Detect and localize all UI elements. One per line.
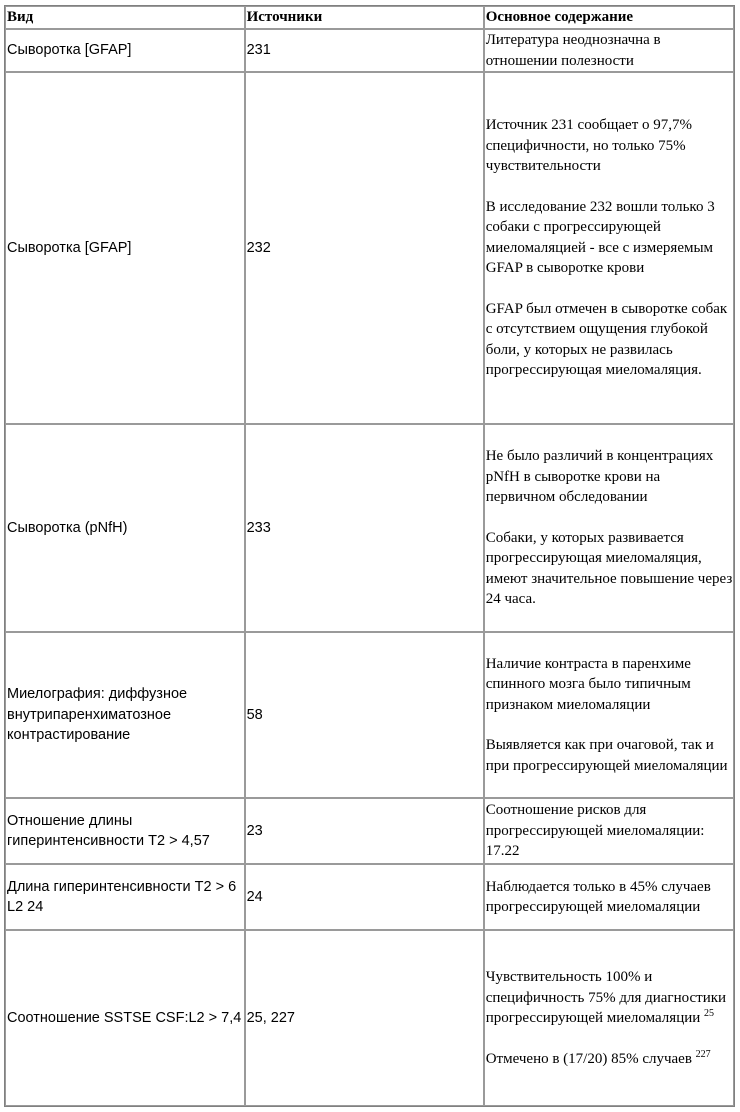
content-paragraph [486, 1049, 733, 1070]
table-row [5, 72, 734, 424]
content-paragraph [486, 115, 733, 177]
paragraph-text: Чувствительность 100% и специфичность 75% для диагностики прогрессирующей миеломаляции [485, 969, 727, 1026]
findings-table [4, 5, 735, 1107]
cell-sources: 25, 227 [245, 930, 484, 1106]
cell-type: Длина гиперинтенсивности T2 > 6 L2 24 [5, 864, 245, 930]
cell-type: Сыворотка [GFAP] [5, 72, 245, 424]
cell-sources: 24 [245, 864, 484, 930]
cell-sources: 231 [245, 29, 484, 72]
cell-sources: 233 [245, 424, 484, 632]
content-paragraph [486, 800, 733, 862]
paragraph-text: Источник 231 сообщает о 97,7% специфичности, но только 75% чувствительности [485, 117, 693, 175]
table-row [5, 632, 734, 798]
cell-type: Сыворотка [GFAP] [5, 29, 245, 72]
paragraph-text: Собаки, у которых развивается прогрессирующая миеломаляция, имеют значительное повышение через 24 часа. [485, 529, 733, 608]
paragraph-text: Выявляется как при очаговой, так и при прогрессирующей миеломаляции [485, 737, 728, 774]
cell-content [484, 930, 734, 1106]
content-paragraph [486, 735, 733, 776]
content-paragraph [486, 299, 733, 381]
cell-type: Отношение длины гиперинтенсивности T2 > 4,57 [5, 798, 245, 864]
paragraph-text: Наблюдается только в 45% случаев прогрессирующей миеломаляции [485, 878, 711, 915]
content-paragraph [486, 877, 733, 918]
cell-sources: 58 [245, 632, 484, 798]
cell-sources: 23 [245, 798, 484, 864]
content-paragraph [486, 528, 733, 610]
header-type: Вид [5, 6, 245, 29]
cell-content [484, 424, 734, 632]
paragraph-text: Отмечено в (17/20) 85% случаев [485, 1050, 696, 1067]
paragraph-text: Литература неоднозначна в отношении полезности [485, 32, 661, 69]
cell-content [484, 632, 734, 798]
content-paragraph [486, 446, 733, 508]
paragraph-text: Не было различий в концентрациях pNfH в сыворотке крови на первичном обследовании [485, 448, 714, 506]
table-body [5, 29, 734, 1106]
content-paragraph [486, 30, 733, 71]
cell-type: Соотношение SSTSE CSF:L2 > 7,4 [5, 930, 245, 1106]
cell-content [484, 798, 734, 864]
cell-content [484, 29, 734, 72]
table-row [5, 424, 734, 632]
table-row [5, 798, 734, 864]
table-row [5, 930, 734, 1106]
paragraph-text: Соотношение рисков для прогрессирующей миеломаляции: 17.22 [485, 802, 705, 860]
citation-superscript: 227 [695, 1048, 711, 1060]
table-row [5, 29, 734, 72]
content-paragraph [486, 197, 733, 279]
header-row [5, 6, 734, 29]
header-sources: Источники [245, 6, 484, 29]
header-content: Основное содержание [484, 6, 734, 29]
content-paragraph [486, 654, 733, 716]
cell-content [484, 864, 734, 930]
content-paragraph [486, 967, 733, 1029]
cell-type: Сыворотка (pNfH) [5, 424, 245, 632]
cell-type: Миелография: диффузное внутрипаренхиматозное контрастирование [5, 632, 245, 798]
citation-superscript: 25 [704, 1008, 715, 1019]
paragraph-text: GFAP был отмечен в сыворотке собак с отсутствием ощущения глубокой боли, у которых не развилась прогрессирующая миеломаляция. [485, 300, 728, 379]
cell-sources: 232 [245, 72, 484, 424]
paragraph-text: Наличие контраста в паренхиме спинного мозга было типичным признаком миеломаляции [485, 655, 691, 713]
paragraph-text: В исследование 232 вошли только 3 собаки с прогрессирующей миеломаляцией - все с измеряемым GFAP в сыворотке крови [485, 198, 715, 277]
table-row [5, 864, 734, 930]
cell-content [484, 72, 734, 424]
